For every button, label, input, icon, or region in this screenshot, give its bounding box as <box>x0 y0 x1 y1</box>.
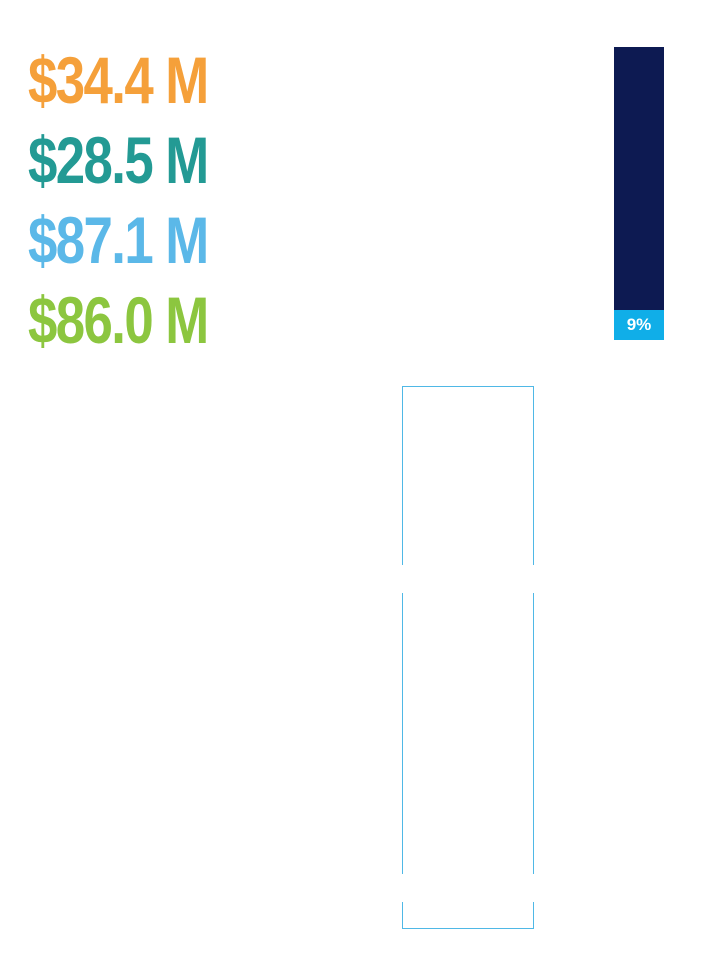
amount-list <box>28 40 252 360</box>
percent-bar-label: 9% <box>626 315 652 334</box>
empty-outline-box <box>402 386 534 929</box>
amount-2: $28.5 M <box>28 123 208 197</box>
box-notch-right-upper <box>532 565 535 593</box>
box-notch-left-lower <box>401 874 404 902</box>
box-notch-left-upper <box>401 565 404 593</box>
amount-4: $86.0 M <box>28 283 208 357</box>
amount-3: $87.1 M <box>28 203 208 277</box>
percent-bar-track <box>614 47 664 340</box>
amount-1: $34.4 M <box>28 43 208 117</box>
box-notch-right-lower <box>532 874 535 902</box>
